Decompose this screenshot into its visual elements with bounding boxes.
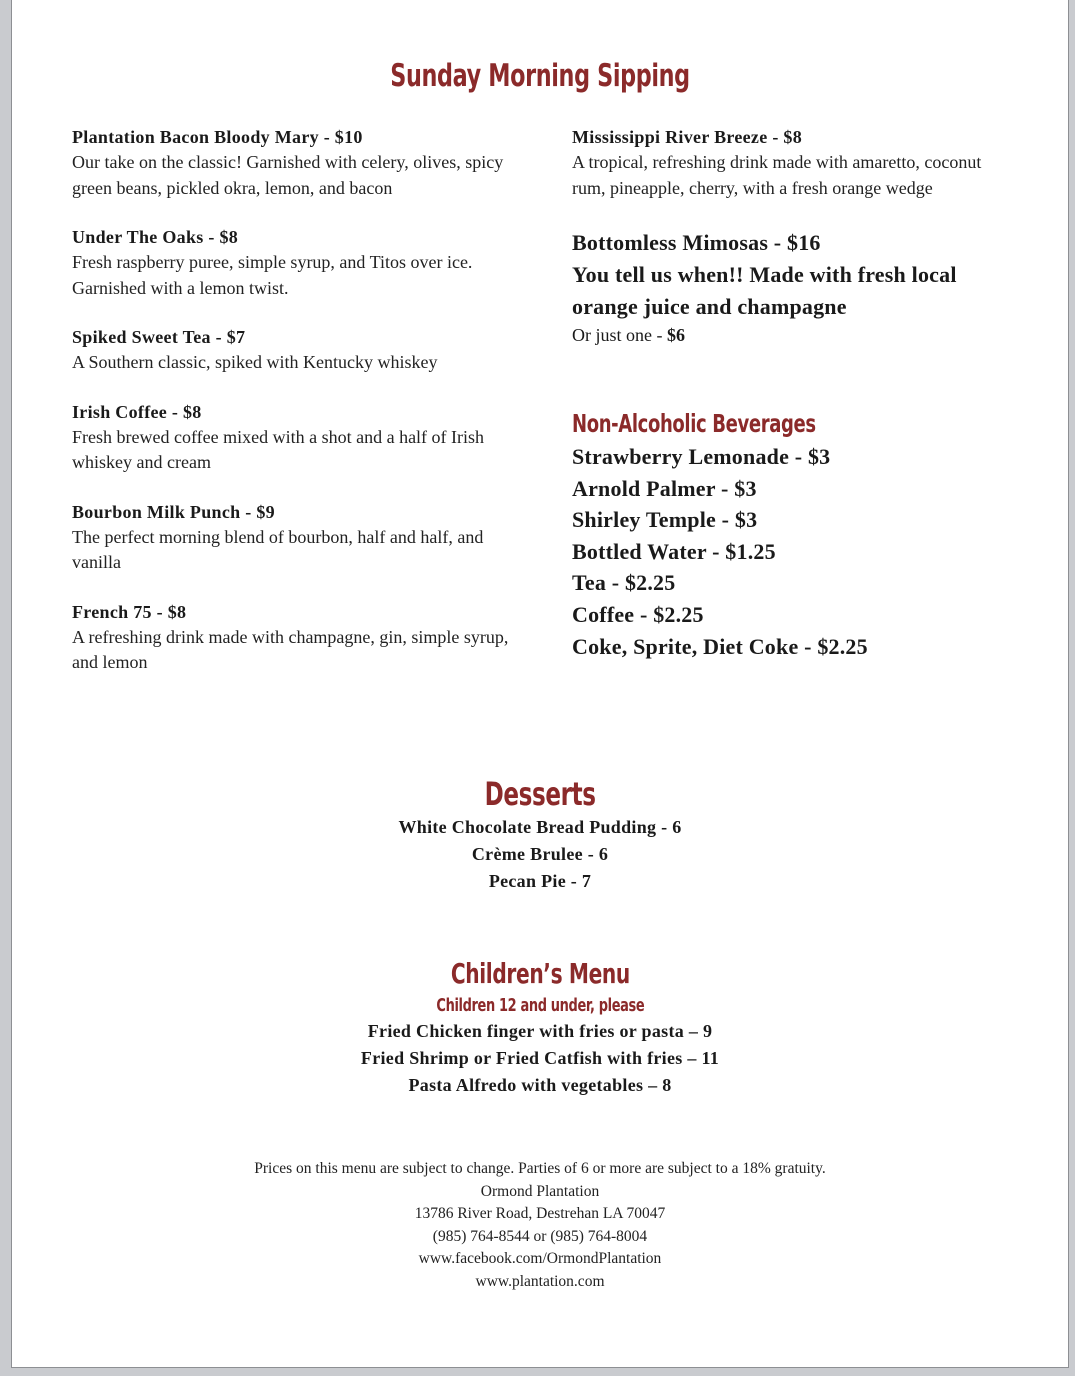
mimosas-single [572, 323, 1032, 347]
mimosas-single-label: Or just one - [572, 325, 667, 345]
drink-description: A Southern classic, spiked with Kentucky whiskey [72, 352, 438, 372]
beverage-item: Coke, Sprite, Diet Coke - $2.25 [572, 633, 868, 659]
drink-description: Fresh brewed coffee mixed with a shot and a half of Irish whiskey and cream [72, 426, 485, 472]
footer [12, 1158, 1068, 1293]
drink-item [72, 124, 512, 201]
mimosas-description: You tell us when!! Made with fresh local orange juice and champagne [572, 262, 957, 319]
childrens-section [12, 954, 1068, 1099]
beverage-item: Bottled Water - $1.25 [572, 538, 776, 564]
childrens-title: Children’s Menu [450, 957, 630, 990]
footer-disclaimer: Prices on this menu are subject to change. Parties of 6 or more are subject to a 18% gratuity. [254, 1160, 826, 1177]
beverage-item: Tea - $2.25 [572, 570, 676, 596]
drink-item [72, 324, 512, 376]
mimosas-block [572, 227, 1032, 347]
dessert-item: Crème Brulee - 6 [471, 844, 609, 864]
drink-name: Irish Coffee - $8 [72, 401, 202, 422]
drink-description: The perfect morning blend of bourbon, half and half, and vanilla [72, 526, 484, 572]
footer-address: 13786 River Road, Destrehan LA 70047 [414, 1205, 666, 1222]
dessert-item: Pecan Pie - 7 [488, 871, 592, 891]
drink-item [72, 399, 512, 476]
mimosas-name: Bottomless Mimosas - $16 [572, 230, 821, 255]
desserts-title: Desserts [484, 775, 596, 813]
menu-title: Sunday Morning Sipping [390, 58, 690, 94]
footer-website: www.plantation.com [475, 1272, 605, 1290]
beverage-item: Shirley Temple - $3 [572, 507, 758, 533]
drink-description: A tropical, refreshing drink made with amaretto, coconut rum, pineapple, cherry, with a fresh orange wedge [572, 152, 982, 198]
non-alcoholic-section [572, 407, 1032, 662]
drink-name: Bourbon Milk Punch - $9 [72, 501, 275, 522]
drink-name: Spiked Sweet Tea - $7 [72, 327, 246, 347]
drink-name: French 75 - $8 [72, 601, 187, 622]
menu-title-wrap [12, 58, 1068, 94]
drink-item [72, 224, 512, 301]
right-column [572, 124, 1032, 662]
beverage-item: Coffee - $2.25 [572, 601, 704, 627]
childrens-item: Pasta Alfredo with vegetables – 8 [408, 1075, 672, 1095]
drink-item [72, 499, 512, 576]
desserts-section [12, 774, 1068, 895]
drink-name: Mississippi River Breeze - $8 [572, 127, 803, 147]
menu-page [11, 0, 1069, 1368]
dessert-item: White Chocolate Bread Pudding - 6 [398, 817, 682, 837]
drink-description: A refreshing drink made with champagne, gin, simple syrup, and lemon [72, 626, 509, 672]
footer-phone: (985) 764-8544 or (985) 764-8004 [432, 1227, 648, 1245]
drink-description: Our take on the classic! Garnished with celery, olives, spicy green beans, pickled okra, lemon, and bacon [72, 152, 504, 198]
childrens-subtitle: Children 12 and under, please [436, 995, 644, 1016]
non-alcoholic-title: Non-Alcoholic Beverages [572, 409, 816, 438]
footer-facebook: www.facebook.com/OrmondPlantation [418, 1250, 662, 1267]
childrens-item: Fried Chicken finger with fries or pasta – 9 [367, 1021, 713, 1041]
beverage-item: Strawberry Lemonade - $3 [572, 444, 831, 469]
left-column [72, 124, 512, 676]
beverage-item: Arnold Palmer - $3 [572, 475, 757, 501]
mimosas-single-price: $6 [666, 325, 685, 345]
drink-name: Under The Oaks - $8 [72, 227, 239, 247]
drink-description: Fresh raspberry puree, simple syrup, and Titos over ice. Garnished with a lemon twist. [72, 252, 473, 298]
footer-venue: Ormond Plantation [480, 1182, 600, 1200]
drink-item [572, 124, 1032, 201]
drink-item [72, 599, 512, 676]
drink-name: Plantation Bacon Bloody Mary - $10 [72, 127, 363, 147]
childrens-item: Fried Shrimp or Fried Catfish with fries – 11 [360, 1048, 720, 1068]
